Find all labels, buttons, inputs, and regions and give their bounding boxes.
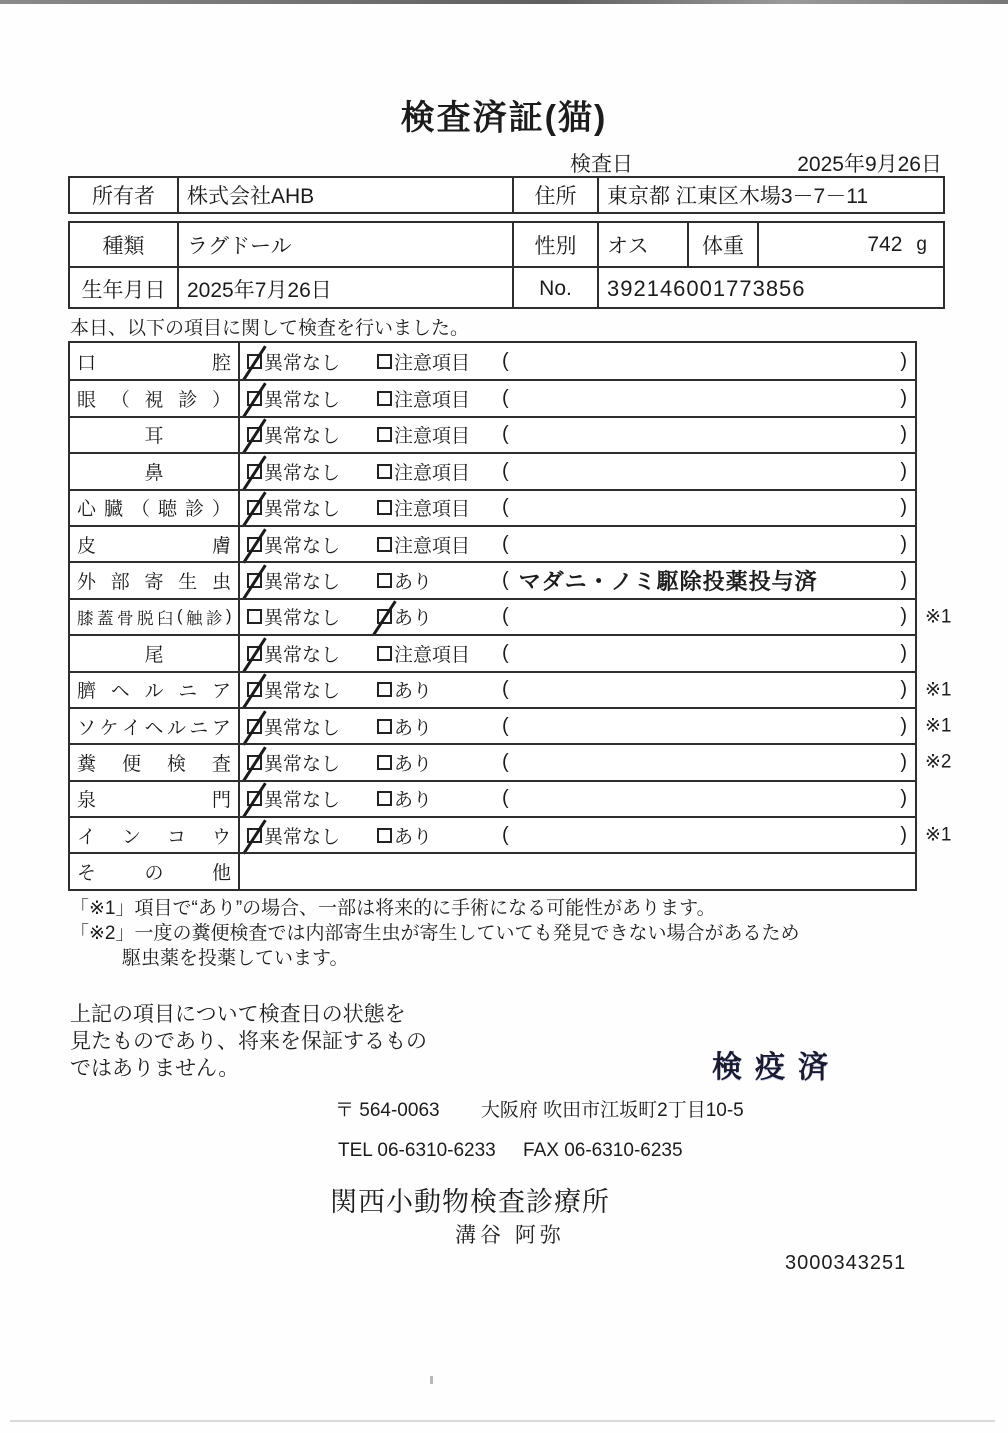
- footnote-reference: ※1: [925, 679, 952, 701]
- remarks-text: マダニ・ノミ駆除投薬投与済: [518, 569, 818, 595]
- option-label: あり: [394, 608, 433, 630]
- exam-item-result: [240, 854, 915, 888]
- exam-item-label: 尾: [70, 636, 240, 670]
- checkbox-flagged-icon: [377, 500, 392, 515]
- checklist-row: [70, 416, 915, 452]
- checklist-row: [70, 343, 915, 379]
- inspection-date-label: 検査日: [570, 153, 633, 176]
- option-label: 異常なし: [264, 608, 341, 630]
- exam-item-label: 皮 膚: [70, 527, 240, 561]
- remarks-field: [502, 565, 907, 596]
- paren-close: ): [900, 714, 907, 737]
- option-label: 異常なし: [264, 499, 341, 521]
- paren-open: (: [502, 678, 509, 701]
- option-label: 異常なし: [264, 572, 341, 594]
- exam-item-result: [240, 818, 952, 852]
- scan-artifact-bottom-edge: [10, 1420, 995, 1422]
- option-label: 異常なし: [264, 790, 341, 812]
- result-option: [247, 785, 340, 812]
- checkbox-no-abnormality-checked-icon: [247, 537, 262, 552]
- checkbox-no-abnormality-checked-icon: [247, 391, 262, 406]
- checkbox-flagged-icon: [377, 646, 392, 661]
- footnote-reference: ※1: [925, 606, 952, 628]
- result-option: [247, 458, 340, 485]
- sex-label: 性別: [512, 223, 597, 266]
- exam-item-result: [240, 636, 915, 670]
- address-label: 住所: [512, 178, 597, 212]
- disclaimer-statement: [70, 1001, 427, 1082]
- footnote-reference: ※1: [925, 824, 952, 846]
- footnote-2-line2: 駆虫薬を投薬しています。: [122, 948, 349, 969]
- owner-value: 株式会社AHB: [177, 178, 512, 212]
- option-label: 異常なし: [264, 390, 341, 412]
- result-option: [377, 385, 470, 412]
- exam-item-result: [240, 709, 952, 743]
- exam-item-label: 口 腔: [70, 343, 240, 379]
- option-label: 注意項目: [394, 390, 471, 412]
- paren-open: (: [502, 423, 509, 446]
- exam-item-result: [240, 454, 915, 488]
- checklist-row: [70, 634, 915, 670]
- veterinarian-name: 溝谷 阿弥: [455, 1224, 565, 1247]
- remarks-field: [502, 496, 907, 519]
- weight-value: 742: [867, 232, 903, 256]
- checklist-row: [70, 452, 915, 488]
- remarks-field: [502, 642, 907, 665]
- checklist-row: [70, 780, 915, 816]
- remarks-field: [502, 787, 907, 810]
- checkbox-no-abnormality-checked-icon: [247, 500, 262, 515]
- option-label: 異常なし: [264, 352, 341, 374]
- paren-close: ): [900, 787, 907, 810]
- quarantine-passed-stamp: 検疫済: [712, 1051, 841, 1084]
- page-title: 検査済証(猫): [400, 99, 608, 137]
- checkbox-no-abnormality-checked-icon: [247, 719, 262, 734]
- result-option: [247, 640, 340, 667]
- paren-close: ): [900, 678, 907, 701]
- paren-close: ): [900, 423, 907, 446]
- paren-open: (: [502, 459, 509, 482]
- result-option: [377, 567, 432, 594]
- exam-item-label: 臍 ヘ ル ニ ア: [70, 673, 240, 707]
- result-option: [247, 749, 340, 776]
- postal-code: 〒 564-0063: [335, 1100, 440, 1121]
- result-option: [377, 531, 470, 558]
- result-option: [247, 603, 340, 630]
- exam-item-result: [240, 343, 915, 379]
- paren-open: (: [502, 714, 509, 737]
- disclaimer-line2: 見たものであり、将来を保証するもの: [70, 1030, 427, 1053]
- result-option: [377, 822, 432, 849]
- exam-item-result: [240, 527, 915, 561]
- remarks-field: [502, 350, 907, 373]
- paren-close: ): [900, 349, 907, 372]
- paren-close: ): [900, 569, 907, 592]
- checkbox-flagged-icon: [377, 537, 392, 552]
- document-number: 3000343251: [785, 1252, 907, 1274]
- option-label: あり: [394, 717, 433, 739]
- result-option: [247, 385, 340, 412]
- clinic-contact-line: [338, 1140, 683, 1162]
- option-label: 異常なし: [264, 644, 341, 666]
- checkbox-flagged-icon: [377, 391, 392, 406]
- option-label: 注意項目: [394, 535, 471, 557]
- exam-item-label: 眼 （ 視 診 ）: [70, 381, 240, 415]
- paren-open: (: [502, 349, 509, 372]
- checklist-row: [70, 379, 915, 415]
- exam-item-label: 心 臓 （ 聴 診 ）: [70, 491, 240, 525]
- option-label: 注意項目: [394, 352, 471, 374]
- option-label: あり: [394, 681, 433, 703]
- checkbox-flagged-icon: [377, 354, 392, 369]
- checkbox-flagged-icon: [377, 828, 392, 843]
- birthdate-value: 2025年7月26日: [177, 268, 512, 309]
- checkbox-flagged-icon: [377, 682, 392, 697]
- checkbox-flagged-icon: [377, 573, 392, 588]
- disclaimer-line3: ではありません。: [70, 1057, 240, 1080]
- exam-checklist-table: [68, 341, 952, 891]
- paren-open: (: [502, 496, 509, 519]
- exam-item-result: [240, 381, 915, 415]
- exam-item-label: 泉 門: [70, 782, 240, 816]
- clinic-address: 大阪府 吹田市江坂町2丁目10-5: [480, 1100, 744, 1121]
- footnotes: [70, 896, 800, 971]
- scan-artifact-speck: [430, 1376, 433, 1384]
- owner-label: 所有者: [92, 185, 155, 208]
- weight-unit: g: [916, 233, 927, 255]
- checkbox-no-abnormality-checked-icon: [247, 791, 262, 806]
- checkbox-no-abnormality-checked-icon: [247, 464, 262, 479]
- checkbox-flagged-icon: [377, 755, 392, 770]
- weight-label: 体重: [687, 223, 757, 266]
- paren-open: (: [502, 569, 509, 592]
- exam-item-label: 外 部 寄 生 虫: [70, 563, 240, 597]
- paren-close: ): [900, 605, 907, 628]
- result-option: [377, 458, 470, 485]
- checkbox-flagged-checked-icon: [377, 609, 392, 624]
- microchip-no-value: 392146001773856: [597, 268, 943, 309]
- checklist-row: [70, 816, 952, 852]
- option-label: 異常なし: [264, 426, 341, 448]
- scan-artifact-top-edge: [0, 0, 1008, 4]
- weight-value-cell: [757, 223, 943, 266]
- option-label: 異常なし: [264, 717, 341, 739]
- option-label: あり: [394, 572, 433, 594]
- result-option: [247, 567, 340, 594]
- result-option: [377, 640, 470, 667]
- result-option: [247, 348, 340, 375]
- owner-table: [68, 176, 945, 214]
- exam-item-label: イ ン コ ウ: [70, 818, 240, 852]
- exam-item-label: ソ ケ イ ヘ ル ニ ア: [70, 709, 240, 743]
- exam-item-result: [240, 491, 915, 525]
- result-option: [377, 785, 432, 812]
- paren-open: (: [502, 387, 509, 410]
- result-option: [377, 421, 470, 448]
- option-label: 異常なし: [264, 753, 341, 775]
- result-option: [247, 822, 340, 849]
- checklist-row: [70, 525, 915, 561]
- checkbox-flagged-icon: [377, 427, 392, 442]
- checklist-row: [70, 671, 952, 707]
- address-value: 東京都 江東区木場3－7－11: [597, 178, 943, 212]
- birthdate-label: 生年月日: [81, 278, 166, 302]
- result-option: [377, 348, 470, 375]
- option-label: 異常なし: [264, 681, 341, 703]
- footnote-reference: ※1: [925, 715, 952, 737]
- exam-item-label: 糞 便 検 査: [70, 745, 240, 779]
- result-option: [377, 603, 432, 630]
- clinic-address-line: [335, 1095, 744, 1122]
- clinic-name: 関西小動物検査診療所: [330, 1187, 610, 1217]
- checkbox-no-abnormality-checked-icon: [247, 427, 262, 442]
- checklist-row: [70, 489, 915, 525]
- result-option: [247, 531, 340, 558]
- paren-close: ): [900, 641, 907, 664]
- option-label: あり: [394, 753, 433, 775]
- option-label: 異常なし: [264, 462, 341, 484]
- footnote-2-line1: 「※2」一度の糞便検査では内部寄生虫が寄生していても発見できない場合があるため: [70, 923, 800, 944]
- checklist-row: [70, 743, 952, 779]
- remarks-field: [502, 533, 907, 556]
- remarks-field: [502, 423, 907, 446]
- exam-item-result: [240, 600, 952, 634]
- inspection-date-value: 2025年9月26日: [797, 153, 942, 176]
- paren-open: (: [502, 532, 509, 555]
- checkbox-flagged-icon: [377, 464, 392, 479]
- paren-open: (: [502, 641, 509, 664]
- result-option: [377, 676, 432, 703]
- paren-close: ): [900, 823, 907, 846]
- checkbox-no-abnormality-checked-icon: [247, 828, 262, 843]
- option-label: 異常なし: [264, 535, 341, 557]
- checkbox-no-abnormality-checked-icon: [247, 682, 262, 697]
- exam-item-result: [240, 563, 915, 597]
- paren-open: (: [502, 750, 509, 773]
- result-option: [377, 494, 470, 521]
- exam-item-result: [240, 418, 915, 452]
- result-option: [247, 676, 340, 703]
- paren-close: ): [900, 750, 907, 773]
- option-label: 異常なし: [264, 826, 341, 848]
- checkbox-no-abnormality-checked-icon: [247, 573, 262, 588]
- option-label: 注意項目: [394, 426, 471, 448]
- paren-close: ): [900, 532, 907, 555]
- breed-label: 種類: [102, 234, 145, 258]
- paren-open: (: [502, 605, 509, 628]
- checkbox-flagged-icon: [377, 719, 392, 734]
- option-label: 注意項目: [394, 499, 471, 521]
- paren-close: ): [900, 459, 907, 482]
- checklist-row: [70, 598, 952, 634]
- option-label: 注意項目: [394, 462, 471, 484]
- result-option: [247, 421, 340, 448]
- clinic-fax: FAX 06-6310-6235: [523, 1140, 683, 1161]
- result-option: [377, 713, 432, 740]
- remarks-field: [502, 460, 907, 483]
- remarks-field: [502, 678, 907, 701]
- option-label: 注意項目: [394, 644, 471, 666]
- checkbox-no-abnormality-checked-icon: [247, 646, 262, 661]
- checkbox-no-abnormality-icon: [247, 609, 262, 624]
- checkbox-no-abnormality-checked-icon: [247, 354, 262, 369]
- exam-item-label: そ の 他: [70, 854, 240, 888]
- exam-item-label: 膝 蓋 骨 脱 臼 ( 触 診 ): [70, 600, 240, 634]
- remarks-field: [502, 751, 907, 774]
- microchip-no-label: No.: [512, 268, 597, 309]
- disclaimer-line1: 上記の項目について検査日の状態を: [70, 1003, 406, 1026]
- remarks-field: [502, 605, 907, 628]
- checklist-row: [70, 852, 915, 888]
- exam-item-label: 耳: [70, 418, 240, 452]
- result-option: [377, 749, 432, 776]
- remarks-field: [502, 715, 907, 738]
- result-option: [247, 494, 340, 521]
- option-label: あり: [394, 826, 433, 848]
- pet-info-table: [68, 221, 945, 309]
- checkbox-no-abnormality-checked-icon: [247, 755, 262, 770]
- remarks-field: [502, 387, 907, 410]
- breed-value: ラグドール: [177, 223, 512, 266]
- exam-item-result: [240, 673, 952, 707]
- option-label: あり: [394, 790, 433, 812]
- footnote-reference: ※2: [925, 751, 952, 773]
- exam-item-result: [240, 782, 915, 816]
- checklist-row: [70, 561, 915, 597]
- footnote-1: 「※1」項目で“あり”の場合、一部は将来的に手術になる可能性があります。: [70, 898, 716, 919]
- paren-close: ): [900, 387, 907, 410]
- checklist-row: [70, 707, 952, 743]
- clinic-tel: TEL 06-6310-6233: [338, 1140, 496, 1161]
- result-option: [247, 713, 340, 740]
- paren-close: ): [900, 496, 907, 519]
- exam-item-label: 鼻: [70, 454, 240, 488]
- exam-notice-text: 本日、以下の項目に関して検査を行いました。: [70, 318, 470, 339]
- paren-open: (: [502, 787, 509, 810]
- sex-value: オス: [597, 223, 687, 266]
- checkbox-flagged-icon: [377, 791, 392, 806]
- exam-item-result: [240, 745, 952, 779]
- paren-open: (: [502, 823, 509, 846]
- remarks-field: [502, 824, 907, 847]
